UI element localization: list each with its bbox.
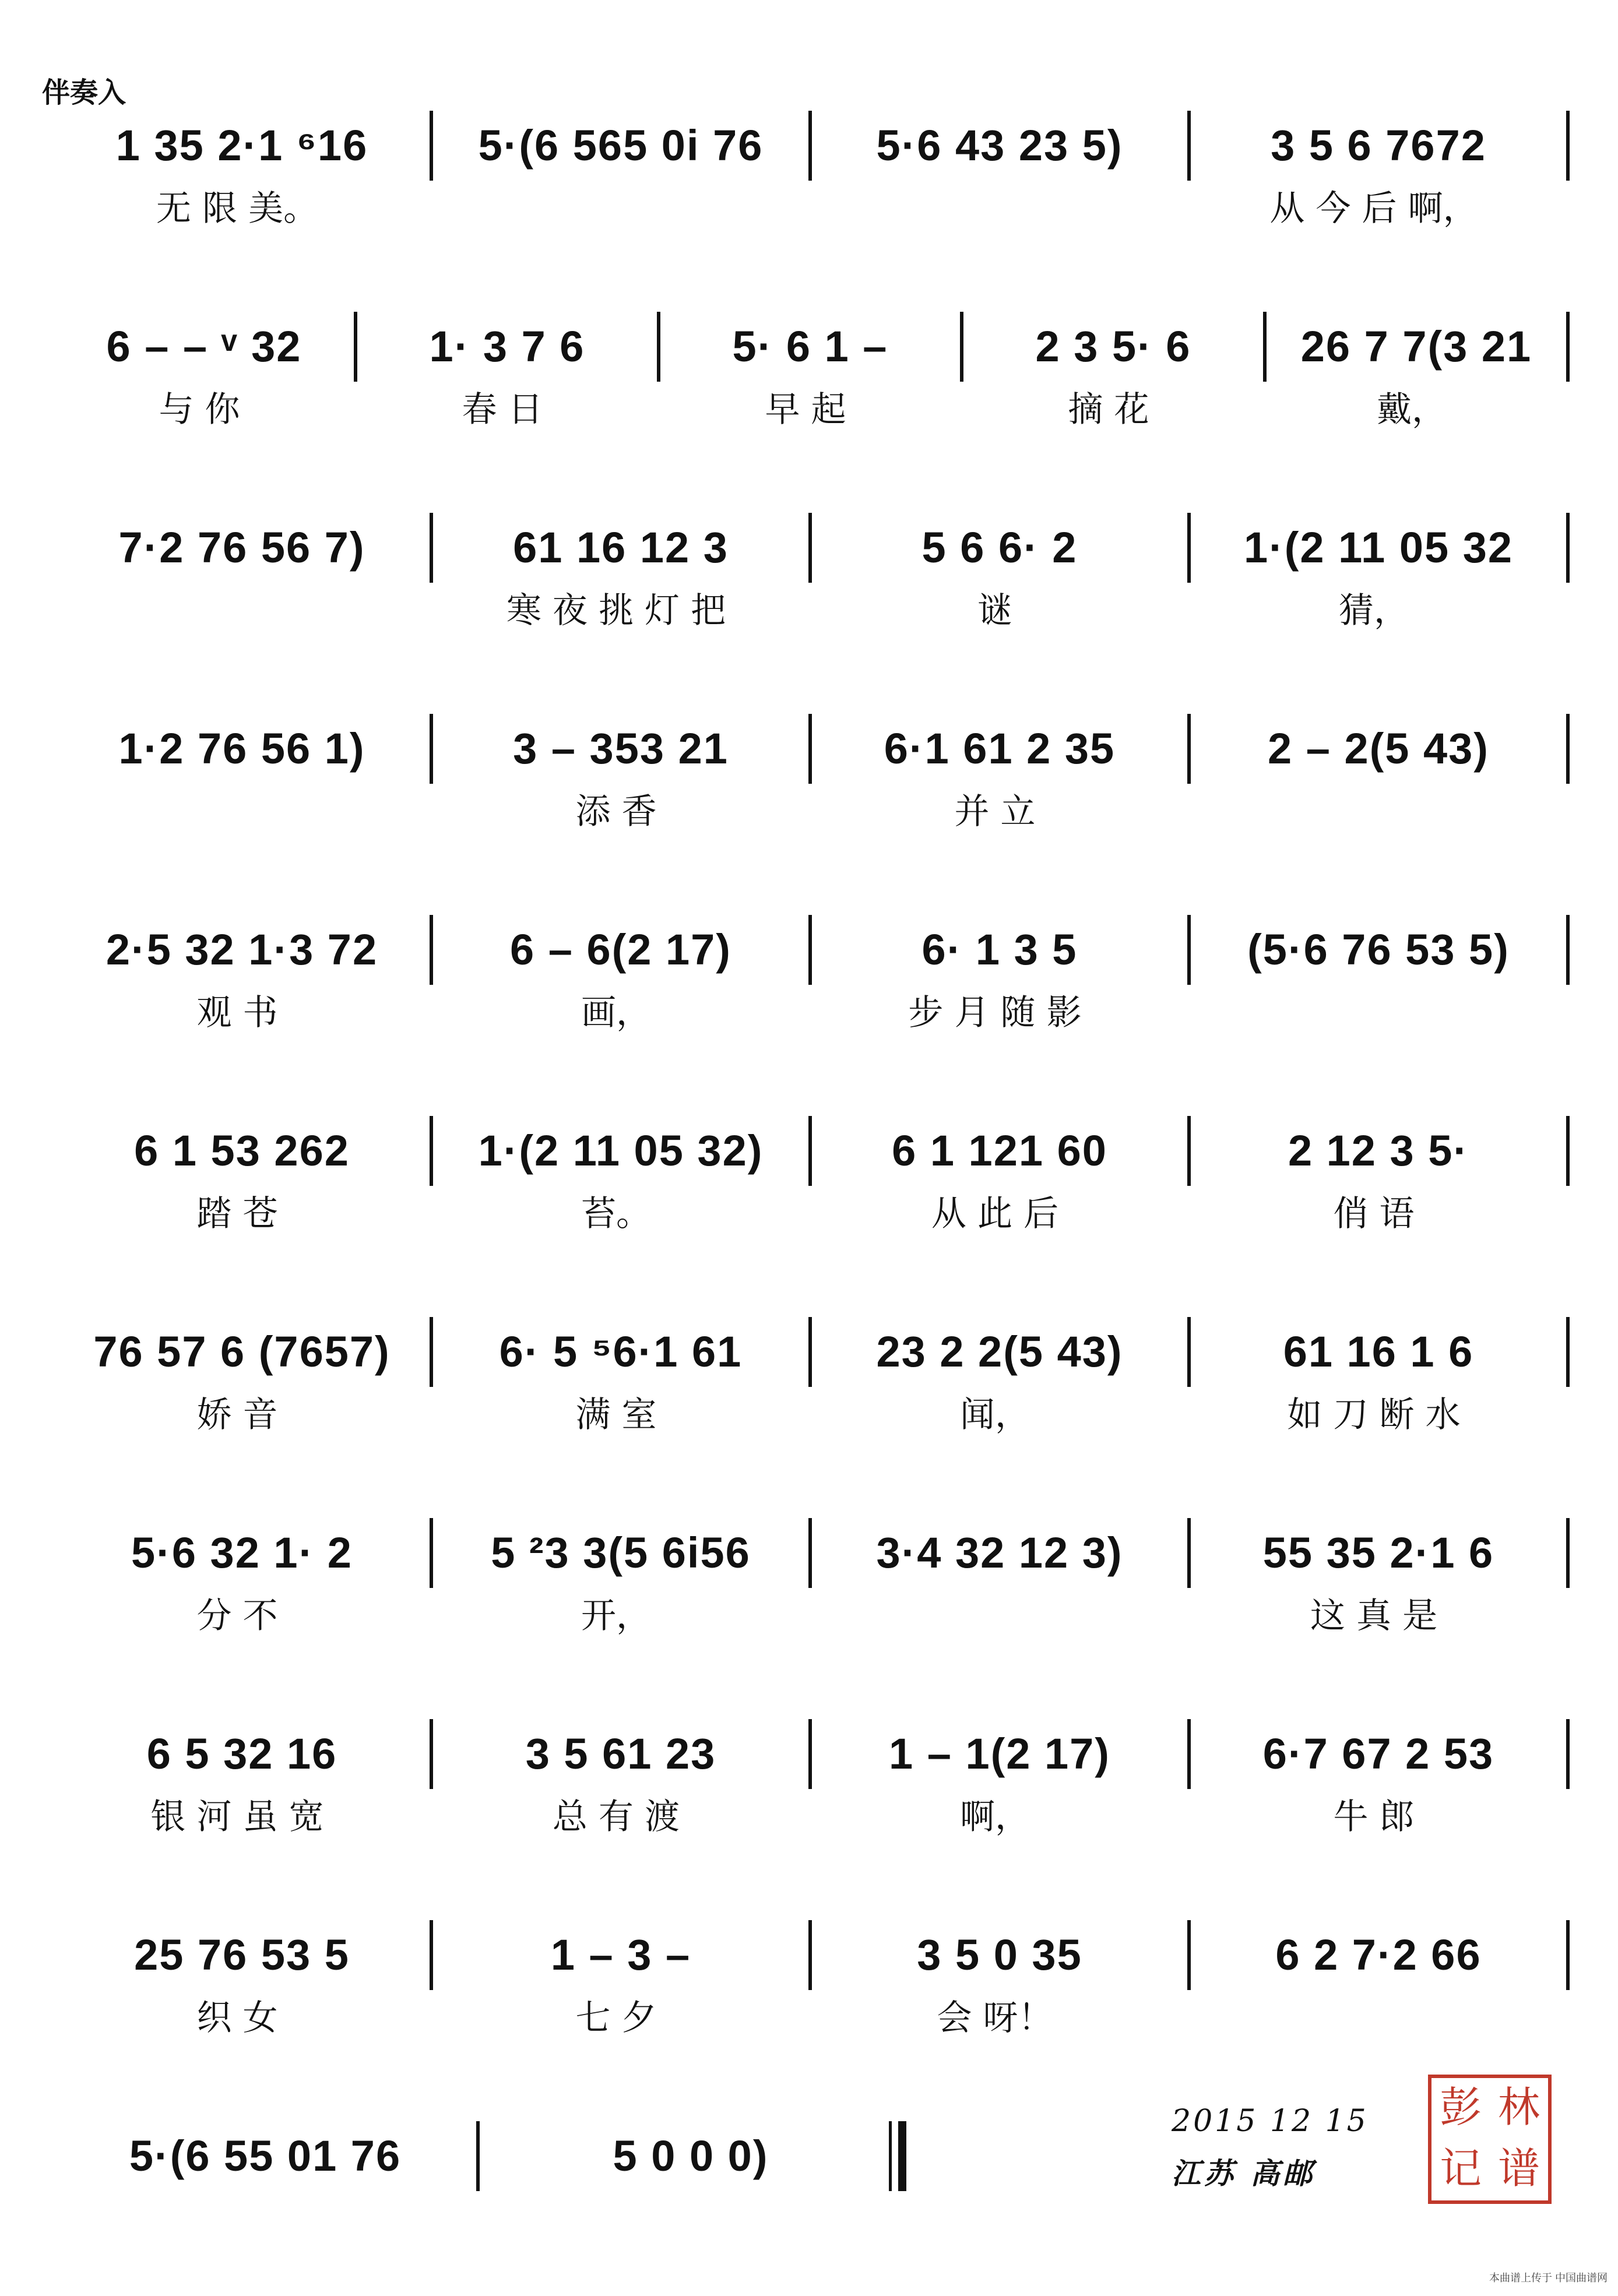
measure-lyrics	[1184, 989, 1563, 1036]
jianpu-notes: 6 1 53 262	[134, 1126, 350, 1175]
lyric-text: 从 此 后	[931, 1193, 1059, 1234]
lyric-text: 谜	[977, 590, 1012, 631]
jianpu-notes: 2 – 2(5 43)	[1268, 724, 1489, 773]
measures-row	[52, 915, 1568, 985]
jianpu-notes: 5·6 43 23 5)	[876, 121, 1123, 170]
jianpu-notes: 76 57 6 (7657)	[93, 1327, 391, 1376]
lyric-text: 春 日	[462, 389, 543, 430]
measure-lyrics	[48, 1392, 427, 1438]
measure-lyrics	[427, 1593, 806, 1639]
measure-lyrics	[48, 185, 427, 232]
lyrics-row	[48, 1995, 1563, 2041]
measure	[810, 111, 1189, 181]
measure	[810, 1518, 1189, 1588]
measures-row	[52, 1719, 1568, 1789]
measures-row	[52, 714, 1568, 784]
measure	[1189, 915, 1568, 985]
lyric-text: 娇 音	[196, 1394, 278, 1435]
lyric-text: 银 河 虽 宽	[150, 1797, 324, 1837]
lyric-text: 步 月 随 影	[908, 992, 1082, 1033]
lyric-text: 牛 郎	[1333, 1797, 1415, 1837]
jianpu-notes: 1·(2 11 05 32)	[478, 1126, 764, 1175]
measure-lyrics	[427, 1392, 806, 1438]
measure	[1189, 1518, 1568, 1588]
jianpu-notes: 3·4 32 12 3)	[876, 1529, 1123, 1577]
measure-lyrics	[48, 1593, 427, 1639]
composition-date: 2015 12 15	[1172, 2104, 1369, 2139]
measure-lyrics	[427, 587, 806, 634]
measure	[52, 714, 431, 784]
measure-lyrics	[806, 1995, 1184, 2041]
measure-lyrics	[806, 587, 1184, 634]
measure-lyrics	[48, 587, 427, 634]
measure-lyrics	[957, 386, 1260, 433]
measure-lyrics	[427, 1794, 806, 1840]
measure	[52, 1317, 431, 1387]
measure	[52, 1719, 431, 1789]
measure-lyrics	[806, 185, 1184, 232]
measure-lyrics	[1184, 788, 1563, 835]
measure	[431, 1317, 810, 1387]
measure	[1189, 513, 1568, 583]
measure-lyrics	[806, 1794, 1184, 1840]
lyric-text: 戴，	[1377, 389, 1447, 430]
jianpu-notes: 6 5 32 16	[146, 1730, 337, 1778]
jianpu-notes: 6· 1 3 5	[921, 925, 1078, 974]
jianpu-notes: 6·1 61 2 35	[884, 724, 1116, 773]
lyrics-row	[48, 386, 1563, 433]
seal-char: 谱	[1497, 2144, 1540, 2193]
music-system	[42, 312, 1576, 487]
music-system	[42, 513, 1576, 688]
measure	[659, 312, 962, 382]
lyric-text: 闻，	[960, 1394, 1030, 1435]
jianpu-notes: 55 35 2·1 6	[1262, 1529, 1494, 1577]
lyric-text: 从 今 后 啊，	[1269, 188, 1478, 229]
lyric-text: 开，	[581, 1596, 651, 1636]
watermark-text: 本曲谱上传于 中国曲谱网	[1489, 2272, 1608, 2284]
measure	[431, 111, 810, 181]
lyrics-row	[48, 788, 1563, 835]
measure	[810, 915, 1189, 985]
lyrics-row	[48, 1392, 1563, 1438]
jianpu-notes: 6·7 67 2 53	[1262, 1730, 1494, 1778]
measure-lyrics	[1184, 1995, 1563, 2041]
measure-lyrics	[427, 1995, 806, 2041]
measure	[52, 1116, 431, 1186]
measures-row	[52, 312, 1568, 382]
jianpu-notes: 3 – 353 21	[513, 724, 729, 773]
music-system	[42, 1920, 1576, 2095]
measures-row	[52, 1920, 1568, 1990]
measure-lyrics	[427, 989, 806, 1036]
lyrics-row	[48, 1593, 1563, 1639]
measure	[431, 1719, 810, 1789]
seal-char: 彭	[1439, 2083, 1482, 2132]
measure-lyrics	[1184, 1593, 1563, 1639]
jianpu-notes: 1· 3 7 6	[429, 322, 585, 371]
measure	[431, 1920, 810, 1990]
lyric-text: 并 立	[954, 791, 1036, 832]
jianpu-notes: 5 0 0 0)	[613, 2132, 769, 2180]
measure-lyrics	[427, 185, 806, 232]
measure	[962, 312, 1265, 382]
measure-lyrics	[1184, 185, 1563, 232]
measure	[431, 1116, 810, 1186]
lyrics-row	[48, 1191, 1563, 1237]
measure	[1189, 1317, 1568, 1387]
measure-lyrics	[427, 1191, 806, 1237]
measure-lyrics	[48, 788, 427, 835]
measure-lyrics	[806, 1392, 1184, 1438]
measure	[52, 915, 431, 985]
jianpu-notes: 25 76 53 5	[134, 1931, 350, 1979]
measure	[810, 1719, 1189, 1789]
measure	[1189, 111, 1568, 181]
composition-place: 江苏 高邮	[1172, 2157, 1316, 2191]
jianpu-notes: 1 – 1(2 17)	[889, 1730, 1110, 1778]
lyric-text: 早 起	[765, 389, 846, 430]
jianpu-notes: 6 2 7·2 66	[1275, 1931, 1482, 1979]
measure	[1189, 1920, 1568, 1990]
music-system	[42, 1518, 1576, 1693]
measure-lyrics	[48, 1191, 427, 1237]
lyric-text: 分 不	[196, 1596, 278, 1636]
measures-row	[52, 2121, 903, 2191]
measure	[1189, 1116, 1568, 1186]
music-system	[42, 915, 1576, 1090]
measure	[810, 714, 1189, 784]
measure-lyrics	[48, 386, 351, 433]
measure	[1189, 1719, 1568, 1789]
music-system	[42, 1116, 1576, 1291]
lyric-text: 总 有 渡	[552, 1797, 680, 1837]
jianpu-notes: 1 35 2·1 ⁶16	[115, 121, 368, 170]
jianpu-notes: 5·(6 55 01 76	[129, 2132, 402, 2180]
lyric-text: 与 你	[159, 389, 240, 430]
lyrics-row	[48, 989, 1563, 1036]
measure	[52, 111, 431, 181]
lyrics-row	[48, 185, 1563, 232]
measure-lyrics	[806, 788, 1184, 835]
measures-row	[52, 1116, 1568, 1186]
lyric-text: 俏 语	[1333, 1193, 1415, 1234]
measure-lyrics	[1184, 1191, 1563, 1237]
measure	[810, 513, 1189, 583]
measure	[478, 2121, 903, 2191]
measure-lyrics	[806, 989, 1184, 1036]
measure	[810, 1317, 1189, 1387]
measures-row	[52, 1518, 1568, 1588]
seal-char: 林	[1497, 2083, 1540, 2132]
accompaniment-entry-label: 伴奏入	[42, 78, 126, 108]
music-system	[42, 111, 1576, 286]
jianpu-notes: 5·(6 565 0i 76	[478, 121, 764, 170]
measure-lyrics	[48, 989, 427, 1036]
measure	[1189, 714, 1568, 784]
measure-lyrics	[48, 1995, 427, 2041]
jianpu-notes: 1·2 76 56 1)	[118, 724, 365, 773]
lyric-text: 会 呀！	[937, 1998, 1053, 2038]
measure	[431, 1518, 810, 1588]
measure	[431, 513, 810, 583]
lyric-text: 猜，	[1339, 590, 1409, 631]
seal-stamp	[1428, 2075, 1552, 2204]
jianpu-notes: 61 16 1 6	[1283, 1327, 1474, 1376]
measure-lyrics	[48, 1794, 427, 1840]
lyric-text: 寒 夜 挑 灯 把	[506, 590, 726, 631]
measures-row	[52, 1317, 1568, 1387]
measure-lyrics	[427, 788, 806, 835]
lyric-text: 摘 花	[1068, 389, 1149, 430]
lyric-text: 这 真 是	[1310, 1596, 1438, 1636]
lyric-text: 满 室	[575, 1394, 657, 1435]
lyrics-row	[48, 587, 1563, 634]
jianpu-notes: 5 6 6· 2	[921, 523, 1078, 572]
music-system	[42, 1719, 1576, 1894]
measure	[52, 2121, 478, 2191]
measure	[810, 1920, 1189, 1990]
lyric-text: 踏 苍	[196, 1193, 278, 1234]
measure-lyrics	[1260, 386, 1563, 433]
jianpu-notes: 3 5 6 7672	[1271, 121, 1486, 170]
measure-lyrics	[654, 386, 957, 433]
measure	[52, 513, 431, 583]
jianpu-notes: 6 1 121 60	[892, 1126, 1107, 1175]
jianpu-notes: (5·6 76 53 5)	[1247, 925, 1510, 974]
measure	[52, 1518, 431, 1588]
jianpu-notes: 7·2 76 56 7)	[118, 523, 365, 572]
lyric-text: 添 香	[575, 791, 657, 832]
measure	[810, 1116, 1189, 1186]
jianpu-notes: 3 5 0 35	[917, 1931, 1082, 1979]
jianpu-notes: 2 12 3 5·	[1288, 1126, 1469, 1175]
measure	[52, 312, 356, 382]
lyric-text: 织 女	[196, 1998, 278, 2038]
jianpu-notes: 3 5 61 23	[525, 1730, 716, 1778]
jianpu-notes: 5·6 32 1· 2	[131, 1529, 353, 1577]
jianpu-notes: 1 – 3 –	[550, 1931, 691, 1979]
music-system	[42, 1317, 1576, 1492]
measure	[356, 312, 659, 382]
measure	[431, 915, 810, 985]
lyric-text: 画，	[581, 992, 651, 1033]
measure-lyrics	[1184, 1794, 1563, 1840]
seal-char: 记	[1439, 2144, 1482, 2193]
lyric-text: 观 书	[196, 992, 278, 1033]
jianpu-notes: 6· 5 ⁵6·1 61	[499, 1327, 743, 1376]
measure	[431, 714, 810, 784]
measures-row	[52, 513, 1568, 583]
measure-lyrics	[806, 1191, 1184, 1237]
measure	[52, 1920, 431, 1990]
jianpu-notes: 23 2 2(5 43)	[876, 1327, 1123, 1376]
measure-lyrics	[351, 386, 654, 433]
lyrics-row	[48, 1794, 1563, 1840]
measure-lyrics	[1184, 1392, 1563, 1438]
lyric-text: 啊，	[960, 1797, 1030, 1837]
jianpu-notes: 26 7 7(3 21	[1300, 322, 1532, 371]
jianpu-notes: 6 – – ᵛ 32	[106, 322, 302, 371]
music-system	[42, 2121, 905, 2296]
lyric-text: 如 刀 断 水	[1287, 1394, 1461, 1435]
lyric-text: 苔。	[581, 1193, 651, 1234]
measure-lyrics	[1184, 587, 1563, 634]
jianpu-notes: 5· 6 1 –	[732, 322, 888, 371]
lyric-text: 无 限 美。	[156, 188, 319, 229]
jianpu-notes: 61 16 12 3	[513, 523, 729, 572]
jianpu-notes: 2 3 5· 6	[1035, 322, 1191, 371]
jianpu-notes: 6 – 6(2 17)	[510, 925, 731, 974]
jianpu-notes: 1·(2 11 05 32	[1243, 523, 1514, 572]
measure	[1265, 312, 1568, 382]
jianpu-notes: 2·5 32 1·3 72	[105, 925, 378, 974]
music-system	[42, 714, 1576, 889]
measure-lyrics	[806, 1593, 1184, 1639]
lyric-text: 七 夕	[575, 1998, 657, 2038]
jianpu-notes: 5 ²3 3(5 6i56	[491, 1529, 751, 1577]
measures-row	[52, 111, 1568, 181]
